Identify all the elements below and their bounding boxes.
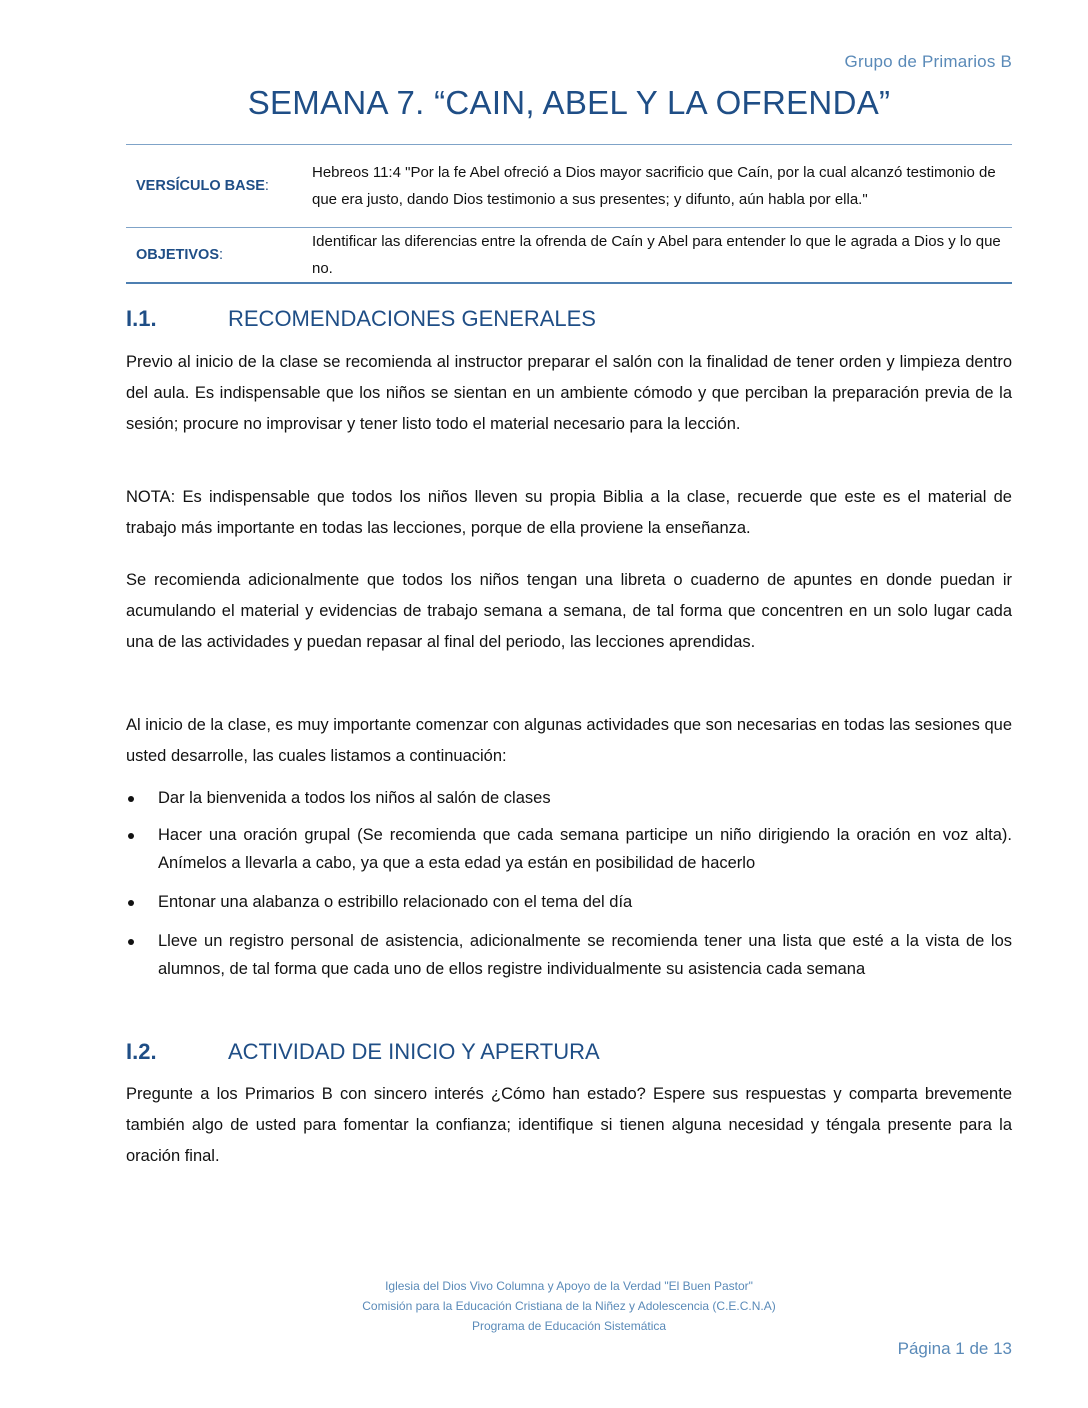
footer xyxy=(126,1276,1012,1336)
section-title: ACTIVIDAD DE INICIO Y APERTURA xyxy=(228,1039,600,1064)
objetivos-label: OBJETIVOS xyxy=(136,247,219,263)
list-item xyxy=(126,927,1012,983)
list-item xyxy=(126,821,1012,877)
label-colon: : xyxy=(219,247,224,263)
versiculo-label-cell xyxy=(126,145,312,228)
list-item-text: Lleve un registro personal de asistencia, adicionalmente se recomienda tener una lista que esté a la vista de los alumnos, de tal forma que cada uno de ellos registre individualmente su asistencia cada semana xyxy=(158,932,1012,978)
list-item-text: Entonar una alabanza o estribillo relacionado con el tema del día xyxy=(158,893,633,911)
section-title: RECOMENDACIONES GENERALES xyxy=(228,306,596,331)
table-row-objetivos xyxy=(126,228,1012,284)
label-colon: : xyxy=(264,178,269,194)
info-table xyxy=(126,144,1012,284)
bullet-icon xyxy=(128,796,134,802)
footer-line-church: Iglesia del Dios Vivo Columna y Apoyo de la Verdad "El Buen Pastor" xyxy=(385,1279,753,1293)
table-row-versiculo xyxy=(126,145,1012,228)
objetivos-text: Identificar las diferencias entre la ofrenda de Caín y Abel para entender lo que le agrada a Dios y lo que no. xyxy=(312,233,1001,277)
objetivos-label-cell xyxy=(126,228,312,284)
bullet-icon xyxy=(128,900,134,906)
paragraph: Se recomienda adicionalmente que todos los niños tengan una libreta o cuaderno de apuntes en donde puedan ir acumulando el material y evidencias de trabajo semana a semana, de tal forma que concentren en un solo lugar cada una de las actividades y puedan repasar al final del periodo, las lecciones aprendidas. xyxy=(126,571,1012,651)
section-number: I.2. xyxy=(126,1039,157,1064)
paragraph: Pregunte a los Primarios B con sincero interés ¿Cómo han estado? Espere sus respuestas y comparta brevemente también algo de usted para fomentar la confianza; identifique si tienen alguna necesidad y téngala presente para la oración final. xyxy=(126,1085,1012,1165)
section-heading-1 xyxy=(126,306,596,332)
section-number: I.1. xyxy=(126,306,157,331)
page-title: SEMANA 7. “CAIN, ABEL Y LA OFRENDA” xyxy=(247,84,891,121)
header-group-name: Grupo de Primarios B xyxy=(844,52,1012,71)
list-item-text: Dar la bienvenida a todos los niños al salón de clases xyxy=(158,789,551,807)
page-number: Página 1 de 13 xyxy=(897,1339,1012,1358)
paragraph: Al inicio de la clase, es muy importante comenzar con algunas actividades que son necesarias en todas las sesiones que usted desarrolle, las cuales listamos a continuación: xyxy=(126,716,1013,765)
list-item xyxy=(126,784,1012,812)
footer-line-commission: Comisión para la Educación Cristiana de la Niñez y Adolescencia (C.E.C.N.A) xyxy=(362,1299,776,1313)
versiculo-text: Hebreos 11:4 "Por la fe Abel ofreció a Dios mayor sacrificio que Caín, por la cual alcanzó testimonio de que era justo, dando Dios testimonio a sus presentes; y difunto, aún habla por ella." xyxy=(312,145,1012,228)
bullet-icon xyxy=(128,939,134,945)
list-item xyxy=(126,888,1012,916)
footer-line-program: Programa de Educación Sistemática xyxy=(471,1319,667,1333)
list-item-text: Hacer una oración grupal (Se recomienda que cada semana participe un niño dirigiendo la oración en voz alta). Anímelos a llevarla a cabo, ya que a esta edad ya están en posibilidad de hacerlo xyxy=(158,826,1012,872)
note-paragraph: NOTA: Es indispensable que todos los niños lleven su propia Biblia a la clase, recuerde que este es el material de trabajo más importante en todas las lecciones, porque de ella proviene la enseñanza. xyxy=(126,488,1012,537)
paragraph: Previo al inicio de la clase se recomienda al instructor preparar el salón con la finalidad de tener orden y limpieza dentro del aula. Es indispensable que los niños se sientan en un ambiente cómodo y que perciban la preparación previa de la sesión; procure no improvisar y tener listo todo el material necesario para la lección. xyxy=(126,353,1012,433)
versiculo-label: VERSÍCULO BASE xyxy=(136,178,265,194)
section-heading-2 xyxy=(126,1039,600,1065)
bullet-icon xyxy=(128,833,134,839)
